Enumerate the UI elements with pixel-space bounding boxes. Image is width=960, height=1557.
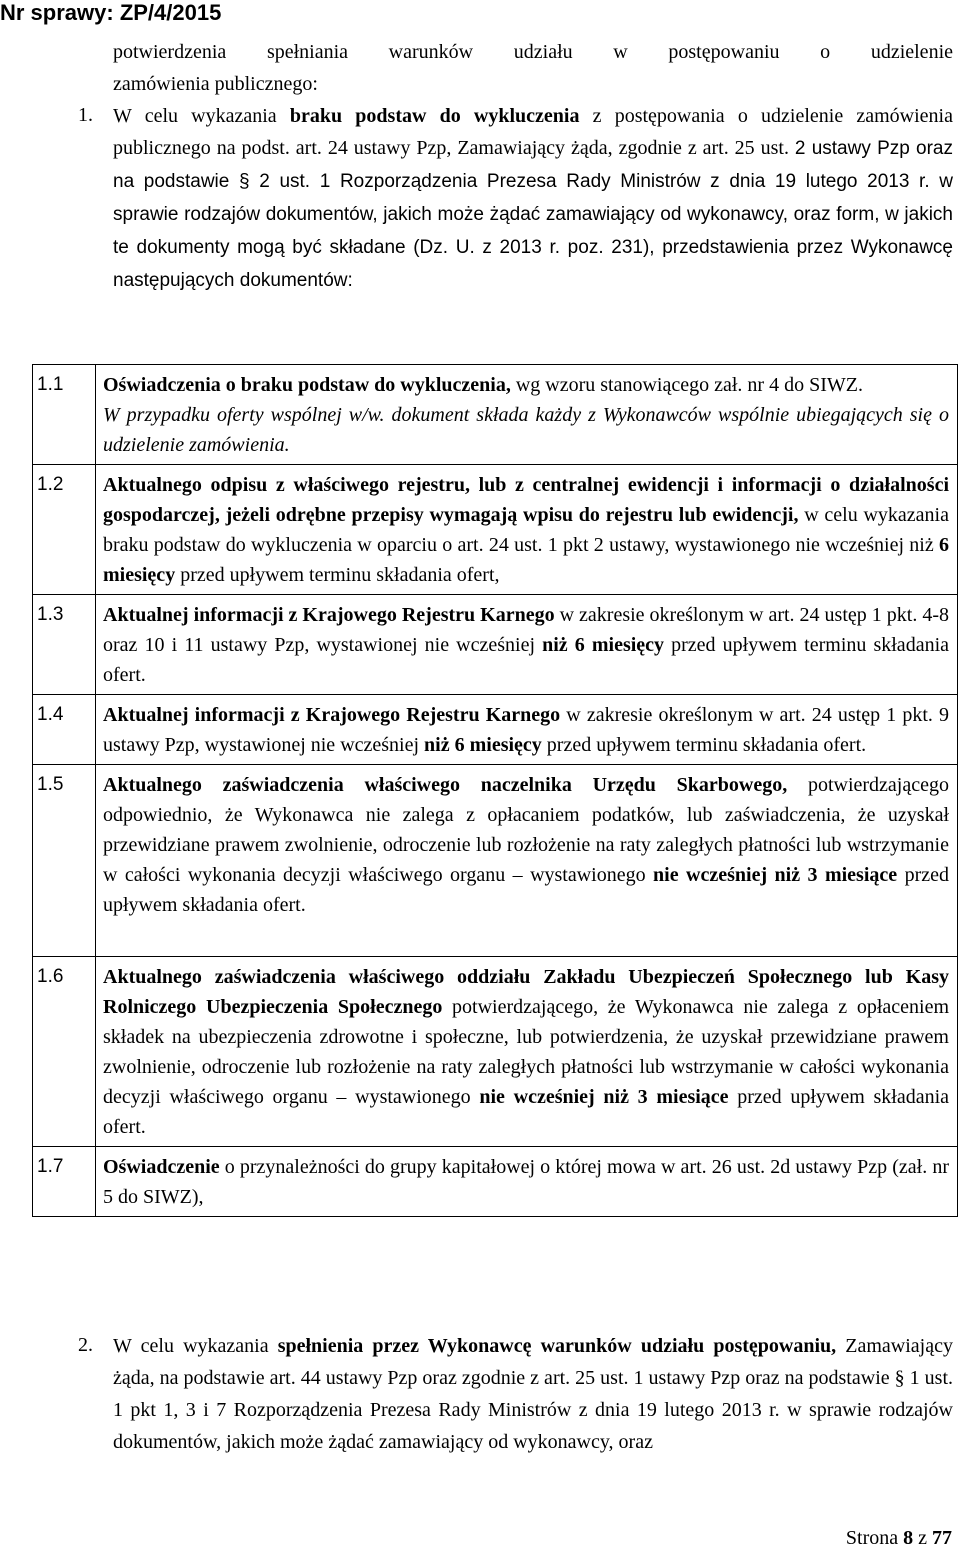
item-note: W przypadku oferty wspólnej w/w. dokument składa każdy z Wykonawców wspólnie ubiegających się o udzielenie zamówienia. xyxy=(103,404,949,456)
intro-paragraph xyxy=(113,36,953,100)
current-page: 8 xyxy=(903,1527,914,1549)
item-number: 1.5 xyxy=(33,765,96,957)
point-2-bold: spełnienia przez Wykonawcę warunków udziału postępowaniu, xyxy=(277,1335,837,1357)
page-footer: Strona 8 z 77 xyxy=(845,1527,952,1549)
point-1-text: W celu wykazania braku podstaw do wykluczenia z postępowania o udzielenie zamówienia publicznego na podst. art. 24 ustawy Pzp, Zamawiający żąda, zgodnie z art. 25 ust. 2 ustawy Pzp oraz na podstawie § 2 ust. 1 Rozporządzenia Prezesa Rady Ministrów z dnia 19 lutego 2013 r. w sprawie rodzajów dokumentów, jakich może żądać zamawiający od wykonawcy, oraz form, w jakich te dokumenty mogą być składane (Dz. U. z 2013 r. poz. 231), przedstawienia przez Wykonawcę następujących dokumentów: xyxy=(113,105,953,291)
requirements-table xyxy=(32,364,958,1217)
table-row xyxy=(33,957,958,1147)
table-row xyxy=(33,365,958,465)
intro-line-1: potwierdzenia spełniania warunków udziału w postępowaniu o udzielenie xyxy=(113,41,953,63)
item-number: 1.7 xyxy=(33,1147,96,1217)
item-text: Oświadczenia o braku podstaw do wykluczenia, wg wzoru stanowiącego zał. nr 4 do SIWZ. W przypadku oferty wspólnej w/w. dokument składa każdy z Wykonawców wspólnie ubiegających się o udzielenie zamówienia. xyxy=(96,365,958,465)
item-text: Aktualnego odpisu z właściwego rejestru, lub z centralnej ewidencji i informacji o działalności gospodarczej, jeżeli odrębne przepisy wymagają wpisu do rejestru lub ewidencji, w celu wykazania braku podstaw do wykluczenia w oparciu o art. 24 ust. 1 pkt 2 ustawy, wystawionego nie wcześniej niż 6 miesięcy przed upływem terminu składania ofert, xyxy=(96,465,958,595)
intro-line-2: zamówienia publicznego: xyxy=(113,73,318,95)
table-row xyxy=(33,765,958,957)
item-number: 1.1 xyxy=(33,365,96,465)
table-row xyxy=(33,695,958,765)
table-row xyxy=(33,1147,958,1217)
item-text: Aktualnego zaświadczenia właściwego oddziału Zakładu Ubezpieczeń Społecznego lub Kasy Rolniczego Ubezpieczenia Społecznego potwierdzającego, że Wykonawca nie zalega z opłaceniem składek na ubezpieczenia zdrowotne i społeczne, lub potwierdzenia, że uzyskał przewidziane prawem zwolnienie, odroczenie lub rozłożenie na raty zaległych płatności lub wstrzymanie w całości wykonania decyzji właściwego organu – wystawionego nie wcześniej niż 3 miesiące przed upływem składania ofert. xyxy=(96,957,958,1147)
item-number: 1.6 xyxy=(33,957,96,1147)
item-number: 1.2 xyxy=(33,465,96,595)
item-text: Aktualnego zaświadczenia właściwego naczelnika Urzędu Skarbowego, potwierdzającego odpowiednio, że Wykonawca nie zalega z opłacaniem podatków, lub zaświadczenia, że uzyskał przewidziane prawem zwolnienie, odroczenie lub rozłożenie na raty zaległych płatności lub wstrzymanie w całości wykonania decyzji właściwego organu – wystawionego nie wcześniej niż 3 miesiące przed upływem składania ofert. xyxy=(96,765,958,957)
point-1-bold: braku podstaw do wykluczenia xyxy=(289,105,580,127)
item-number: 1.4 xyxy=(33,695,96,765)
point-1-number: 1. xyxy=(78,104,93,126)
item-text: Aktualnej informacji z Krajowego Rejestru Karnego w zakresie określonym w art. 24 ustęp 1 pkt. 4-8 oraz 10 i 11 ustawy Pzp, wystawionej nie wcześniej niż 6 miesięcy przed upływem terminu składania ofert. xyxy=(96,595,958,695)
item-number: 1.3 xyxy=(33,595,96,695)
point-2-number: 2. xyxy=(78,1334,93,1356)
item-text: Aktualnej informacji z Krajowego Rejestru Karnego w zakresie określonym w art. 24 ustęp 1 pkt. 9 ustawy Pzp, wystawionej nie wcześniej niż 6 miesięcy przed upływem terminu składania ofert. xyxy=(96,695,958,765)
case-number-header: Nr sprawy: ZP/4/2015 xyxy=(0,0,222,25)
total-pages: 77 xyxy=(932,1527,952,1549)
item-text: Oświadczenie o przynależności do grupy kapitałowej o której mowa w art. 26 ust. 2d ustawy Pzp (zał. nr 5 do SIWZ), xyxy=(96,1147,958,1217)
table-row xyxy=(33,595,958,695)
point-2-text: W celu wykazania spełnienia przez Wykonawcę warunków udziału postępowaniu, Zamawiający żąda, na podstawie art. 44 ustawy Pzp oraz zgodnie z art. 25 ust. 1 ustawy Pzp oraz na podstawie § 1 ust. 1 pkt 1, 3 i 7 Rozporządzenia Prezesa Rady Ministrów z dnia 19 lutego 2013 r. w sprawie rodzajów dokumentów, jakich może żądać zamawiający od wykonawcy, oraz xyxy=(113,1335,953,1453)
table-row xyxy=(33,465,958,595)
